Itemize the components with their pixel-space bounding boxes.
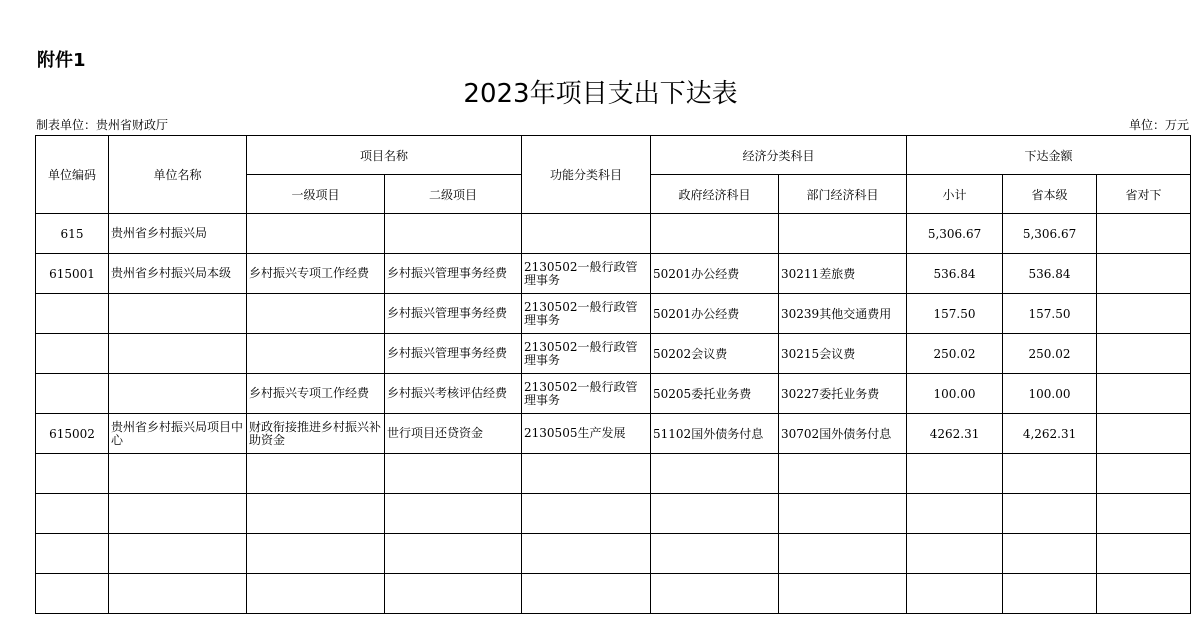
unit-code-cell: 615001 <box>36 254 109 294</box>
page-title: 2023年项目支出下达表 <box>463 79 738 109</box>
attachment-label: 附件1 <box>37 50 86 71</box>
unit-code-cell <box>36 334 109 374</box>
header-econ-subject: 经济分类科目 <box>651 136 907 175</box>
subtotal-cell: 250.02 <box>907 334 1003 374</box>
gov-econ-cell <box>651 494 779 534</box>
header-subtotal: 小计 <box>907 175 1003 214</box>
level2-cell: 乡村振兴管理事务经费 <box>385 294 522 334</box>
unit-code-cell <box>36 574 109 614</box>
unit-name-cell: 贵州省乡村振兴局项目中心 <box>109 414 247 454</box>
level1-cell <box>247 454 385 494</box>
header-to-lower: 省对下 <box>1097 175 1191 214</box>
subtotal-cell <box>907 574 1003 614</box>
table-row <box>36 254 1191 294</box>
subtotal-cell: 5,306.67 <box>907 214 1003 254</box>
func-subject-cell: 2130502一般行政管理事务 <box>522 294 651 334</box>
province-cell: 157.50 <box>1003 294 1097 334</box>
dept-econ-cell <box>779 454 907 494</box>
gov-econ-cell: 50201办公经费 <box>651 294 779 334</box>
dept-econ-cell: 30215会议费 <box>779 334 907 374</box>
to-lower-cell <box>1097 254 1191 294</box>
province-cell: 100.00 <box>1003 374 1097 414</box>
issuing-unit: 制表单位：贵州省财政厅 <box>36 118 169 132</box>
to-lower-cell <box>1097 334 1191 374</box>
level1-cell <box>247 534 385 574</box>
gov-econ-cell <box>651 534 779 574</box>
province-cell <box>1003 454 1097 494</box>
func-subject-cell <box>522 534 651 574</box>
table-row <box>36 534 1191 574</box>
level1-cell <box>247 574 385 614</box>
to-lower-cell <box>1097 574 1191 614</box>
level2-cell <box>385 574 522 614</box>
level2-cell: 乡村振兴管理事务经费 <box>385 334 522 374</box>
province-cell: 5,306.67 <box>1003 214 1097 254</box>
gov-econ-cell <box>651 214 779 254</box>
dept-econ-cell <box>779 574 907 614</box>
unit-name-cell: 贵州省乡村振兴局本级 <box>109 254 247 294</box>
func-subject-cell <box>522 494 651 534</box>
level2-cell: 乡村振兴管理事务经费 <box>385 254 522 294</box>
dept-econ-cell: 30239其他交通费用 <box>779 294 907 334</box>
dept-econ-cell: 30227委托业务费 <box>779 374 907 414</box>
header-amount: 下达金额 <box>907 136 1191 175</box>
unit-code-cell <box>36 534 109 574</box>
func-subject-cell: 2130505生产发展 <box>522 414 651 454</box>
to-lower-cell <box>1097 414 1191 454</box>
unit-code-cell <box>36 494 109 534</box>
unit-name-cell <box>109 294 247 334</box>
func-subject-cell: 2130502一般行政管理事务 <box>522 254 651 294</box>
level2-cell <box>385 454 522 494</box>
table-row <box>36 294 1191 334</box>
header-gov-econ: 政府经济科目 <box>651 175 779 214</box>
header-province: 省本级 <box>1003 175 1097 214</box>
level2-cell <box>385 214 522 254</box>
level1-cell: 乡村振兴专项工作经费 <box>247 254 385 294</box>
header-func-subject: 功能分类科目 <box>522 136 651 214</box>
func-subject-cell: 2130502一般行政管理事务 <box>522 334 651 374</box>
func-subject-cell <box>522 214 651 254</box>
header-level2: 二级项目 <box>385 175 522 214</box>
gov-econ-cell: 50201办公经费 <box>651 254 779 294</box>
province-cell <box>1003 534 1097 574</box>
table-row <box>36 334 1191 374</box>
unit-name-cell <box>109 494 247 534</box>
province-cell: 4,262.31 <box>1003 414 1097 454</box>
unit-name-cell <box>109 454 247 494</box>
unit-name-cell <box>109 374 247 414</box>
subtotal-cell <box>907 454 1003 494</box>
unit-name-cell <box>109 574 247 614</box>
func-subject-cell: 2130502一般行政管理事务 <box>522 374 651 414</box>
level1-cell <box>247 214 385 254</box>
table-row <box>36 214 1191 254</box>
level1-cell <box>247 494 385 534</box>
currency-unit: 单位：万元 <box>1128 118 1189 132</box>
table-row <box>36 574 1191 614</box>
to-lower-cell <box>1097 214 1191 254</box>
header-level1: 一级项目 <box>247 175 385 214</box>
unit-code-cell <box>36 454 109 494</box>
gov-econ-cell: 51102国外债务付息 <box>651 414 779 454</box>
table-row <box>36 494 1191 534</box>
subtotal-cell <box>907 494 1003 534</box>
to-lower-cell <box>1097 494 1191 534</box>
level1-cell: 乡村振兴专项工作经费 <box>247 374 385 414</box>
unit-name-cell <box>109 534 247 574</box>
header-dept-econ: 部门经济科目 <box>779 175 907 214</box>
subtotal-cell <box>907 534 1003 574</box>
to-lower-cell <box>1097 534 1191 574</box>
header-project-name: 项目名称 <box>247 136 522 175</box>
subtotal-cell: 157.50 <box>907 294 1003 334</box>
expenditure-table <box>35 135 1191 614</box>
unit-code-cell: 615 <box>36 214 109 254</box>
province-cell <box>1003 494 1097 534</box>
unit-name-cell: 贵州省乡村振兴局 <box>109 214 247 254</box>
gov-econ-cell <box>651 574 779 614</box>
subtotal-cell: 4262.31 <box>907 414 1003 454</box>
gov-econ-cell: 50205委托业务费 <box>651 374 779 414</box>
subtotal-cell: 100.00 <box>907 374 1003 414</box>
dept-econ-cell: 30211差旅费 <box>779 254 907 294</box>
province-cell <box>1003 574 1097 614</box>
header-unit-name: 单位名称 <box>109 136 247 214</box>
dept-econ-cell <box>779 214 907 254</box>
dept-econ-cell <box>779 534 907 574</box>
func-subject-cell <box>522 454 651 494</box>
dept-econ-cell <box>779 494 907 534</box>
func-subject-cell <box>522 574 651 614</box>
gov-econ-cell: 50202会议费 <box>651 334 779 374</box>
province-cell: 536.84 <box>1003 254 1097 294</box>
to-lower-cell <box>1097 294 1191 334</box>
level1-cell: 财政衔接推进乡村振兴补助资金 <box>247 414 385 454</box>
unit-code-cell <box>36 294 109 334</box>
province-cell: 250.02 <box>1003 334 1097 374</box>
to-lower-cell <box>1097 374 1191 414</box>
unit-code-cell: 615002 <box>36 414 109 454</box>
table-row <box>36 374 1191 414</box>
level1-cell <box>247 334 385 374</box>
level2-cell <box>385 534 522 574</box>
level2-cell: 世行项目还贷资金 <box>385 414 522 454</box>
level2-cell: 乡村振兴考核评估经费 <box>385 374 522 414</box>
gov-econ-cell <box>651 454 779 494</box>
unit-code-cell <box>36 374 109 414</box>
level2-cell <box>385 494 522 534</box>
subtotal-cell: 536.84 <box>907 254 1003 294</box>
to-lower-cell <box>1097 454 1191 494</box>
header-unit-code: 单位编码 <box>36 136 109 214</box>
table-row <box>36 414 1191 454</box>
level1-cell <box>247 294 385 334</box>
dept-econ-cell: 30702国外债务付息 <box>779 414 907 454</box>
unit-name-cell <box>109 334 247 374</box>
table-row <box>36 454 1191 494</box>
